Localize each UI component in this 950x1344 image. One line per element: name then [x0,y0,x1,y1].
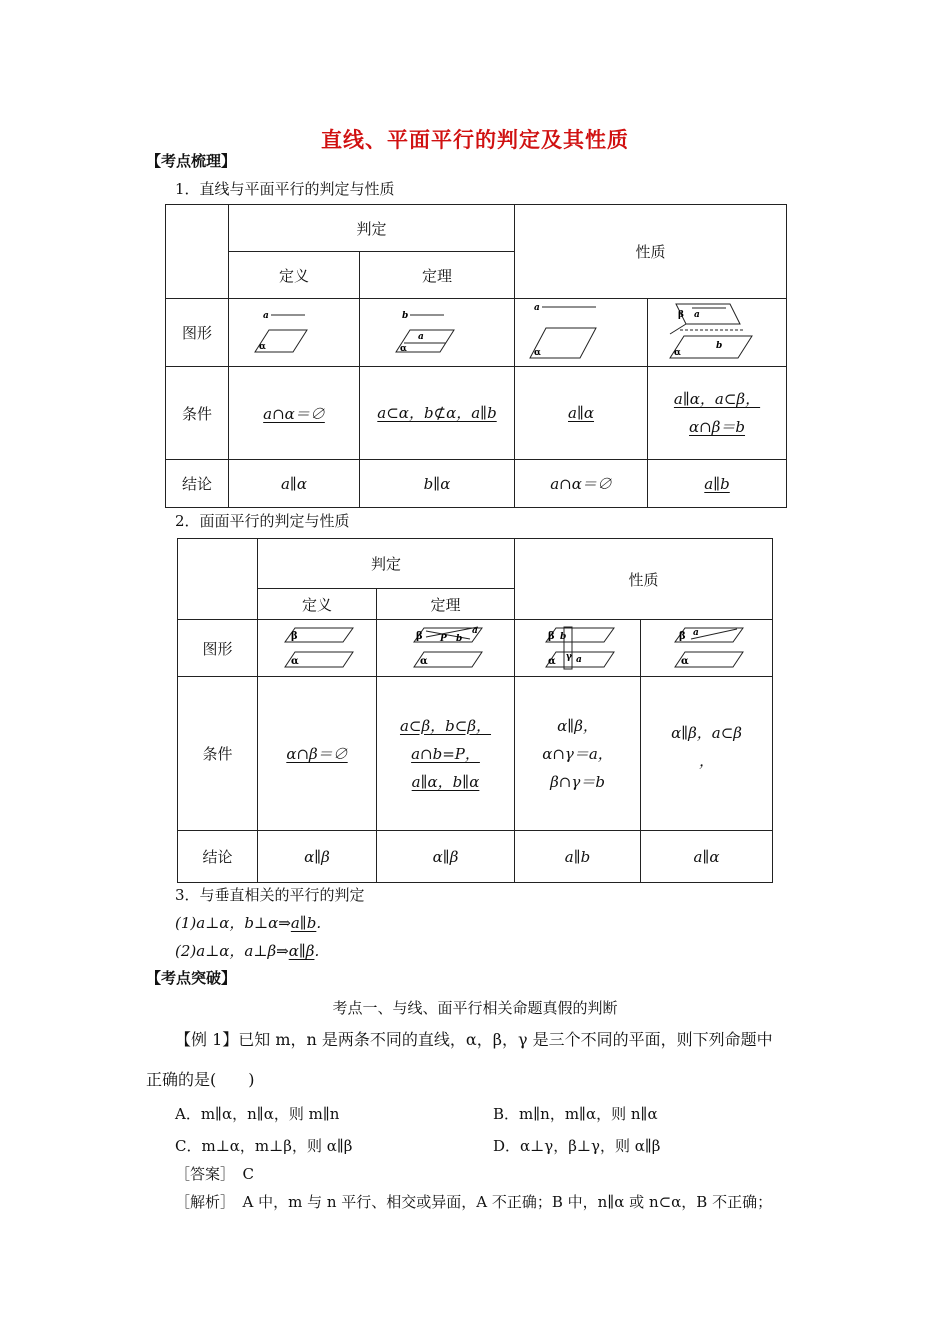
option-b: B．m∥n，m∥α，则 n∥α [493,1105,658,1123]
figure-cell [360,299,515,367]
plane-plane-figure-3 [538,625,618,671]
section3-heading: 3．与垂直相关的平行的判定 [175,886,365,904]
condition-theorem: a⊂β，b⊂β， a∩b=P， a∥α，b∥α [377,677,515,831]
label-alpha: α [534,347,541,358]
plane-plane-figure-4 [667,625,747,671]
label-a: a [694,309,700,320]
condition-property-1: α∥β， α∩γ＝a， β∩γ＝b [515,677,641,831]
label-a: a [263,310,269,321]
label-beta: β [291,631,298,642]
rule-1: (1)a⊥α，b⊥α⇒a∥b. [175,914,322,932]
key-point-1-title: 考点一、与线、面平行相关命题真假的判断 [332,999,618,1017]
corner-cell [166,205,229,299]
header-judge: 判定 [258,539,515,589]
header-theorem: 定理 [377,589,515,620]
label-b: b [559,632,566,642]
rule-2: (2)a⊥α，a⊥β⇒α∥β. [175,942,320,960]
row-label-figure: 图形 [166,299,229,367]
row-label-conclusion: 结论 [166,460,229,508]
label-beta: β [678,631,686,642]
line-plane-figure-4 [662,302,772,364]
conclusion-cell: a∥b [648,460,787,508]
line-plane-figure-3 [526,302,636,364]
label-a: a [471,626,478,636]
page-title: 直线、平面平行的判定及其性质 [321,127,629,152]
corner-cell [178,539,258,620]
figure-cell [641,620,773,677]
line-plane-figure-2 [392,308,482,358]
figure-cell [648,299,787,367]
condition-definition: α∩β＝∅ [258,677,377,831]
label-alpha: α [259,341,266,352]
label-beta: β [415,631,423,642]
label-beta: β [547,631,555,642]
option-a: A．m∥α，n∥α，则 m∥n [175,1105,340,1123]
header-definition: 定义 [229,252,360,299]
condition-property-2: α∥β，a⊂β ， [641,677,773,831]
condition-property-2: a∥α，a⊂β， α∩β＝b [648,367,787,460]
row-label-condition: 条件 [178,677,258,831]
row-label-condition: 条件 [166,367,229,460]
figure-cell [229,299,360,367]
option-d: D．α⊥γ，β⊥γ，则 α∥β [493,1137,661,1155]
label-alpha: α [291,656,299,667]
row-label-conclusion: 结论 [178,831,258,883]
row-label-figure: 图形 [178,620,258,677]
label-a: a [418,331,424,342]
plane-plane-parallel-table [177,538,773,883]
label-beta: β [678,309,684,320]
section-heading-breakthrough: 【考点突破】 [146,969,237,987]
figure-cell [515,620,641,677]
label-alpha: α [419,656,428,667]
label-b: b [455,634,462,644]
header-theorem: 定理 [360,252,515,299]
header-property: 性质 [515,205,787,299]
header-judge: 判定 [229,205,515,252]
conclusion-cell: α∥β [377,831,515,883]
label-alpha: α [680,656,689,667]
conclusion-cell: a∩α＝∅ [515,460,648,508]
section-heading-review: 【考点梳理】 [146,152,237,170]
line-plane-parallel-table [165,204,787,508]
label-a: a [575,655,582,665]
line-plane-figure-1 [249,308,339,358]
label-gamma: γ [565,652,572,662]
label-b: b [716,340,723,351]
option-c: C．m⊥α，m⊥β，则 α∥β [175,1137,353,1155]
header-property: 性质 [515,539,773,620]
figure-cell [258,620,377,677]
label-a: a [692,628,699,638]
conclusion-cell: α∥β [258,831,377,883]
plane-plane-figure-1 [277,625,357,671]
figure-cell [377,620,515,677]
answer: ［答案］ C [175,1165,254,1183]
conclusion-cell: a∥α [641,831,773,883]
condition-property-1: a∥α [515,367,648,460]
analysis: ［解析］ A 中，m 与 n 平行、相交或异面，A 不正确；B 中，n∥α 或 n⊂α，B 不正确； [175,1193,773,1211]
label-b: b [402,310,409,321]
label-P: P [439,634,447,644]
conclusion-cell: b∥α [360,460,515,508]
condition-theorem: a⊂α，b⊄α，a∥b [360,367,515,460]
conclusion-cell: a∥b [515,831,641,883]
plane-plane-figure-2 [406,625,486,671]
figure-cell [515,299,648,367]
label-a: a [534,302,540,313]
label-alpha: α [547,656,556,667]
label-alpha: α [674,347,681,358]
label-alpha: α [400,343,407,354]
example-1-question: 【例 1】已知 m，n 是两条不同的直线，α，β，γ 是三个不同的平面，则下列命题中 [175,1030,773,1049]
conclusion-cell: a∥α [229,460,360,508]
example-1-question-cont: 正确的是( ) [146,1070,255,1089]
condition-definition: a∩α＝∅ [229,367,360,460]
table1-caption: 1．直线与平面平行的判定与性质 [175,180,395,198]
header-definition: 定义 [258,589,377,620]
table2-caption: 2．面面平行的判定与性质 [175,512,350,530]
